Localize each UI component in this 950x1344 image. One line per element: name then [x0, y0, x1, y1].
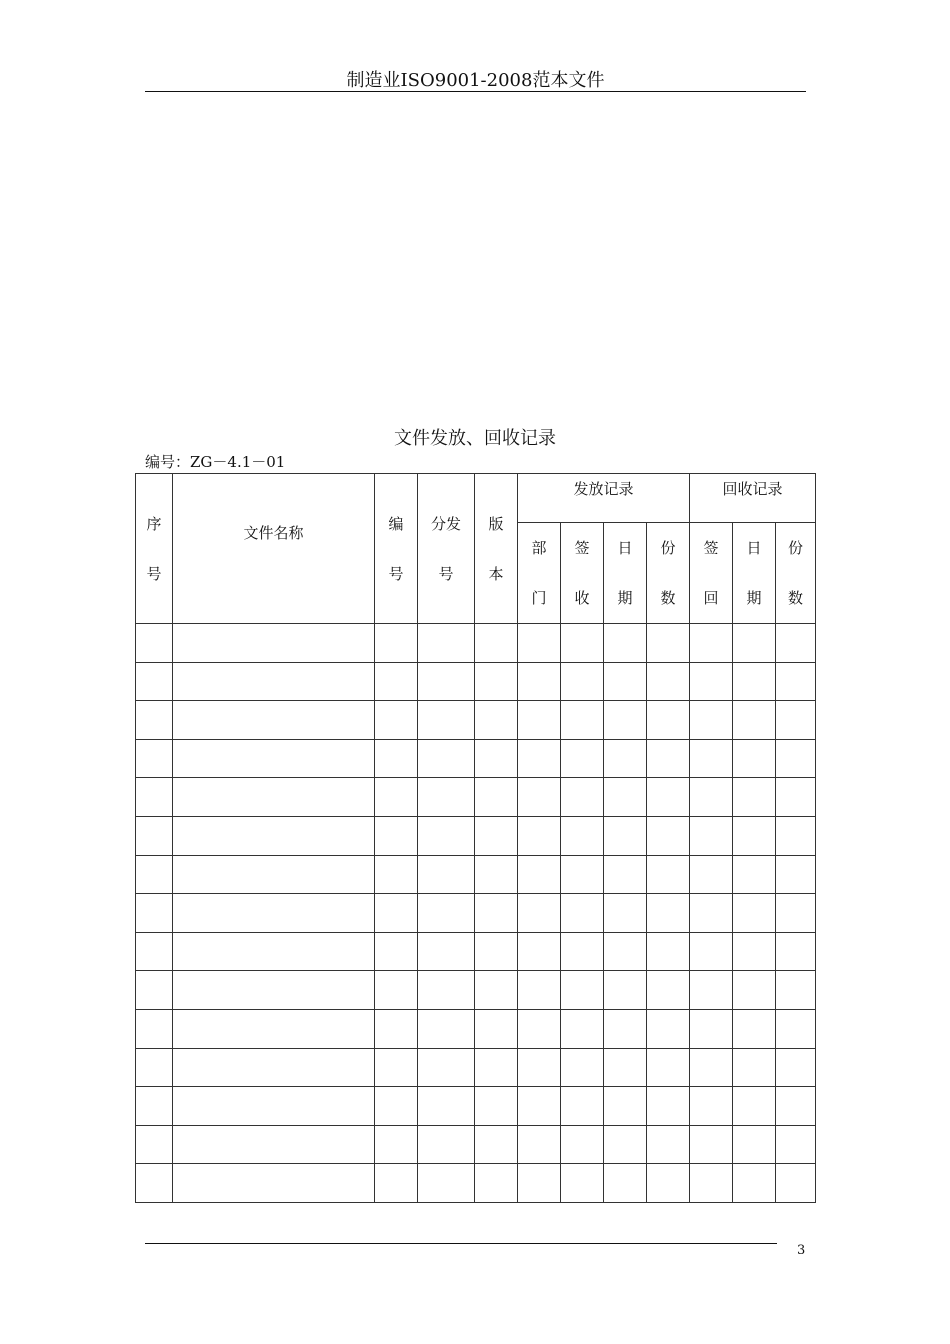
table-cell: [173, 1009, 375, 1048]
table-cell: [604, 701, 647, 740]
table-cell: [604, 816, 647, 855]
table-cell: [733, 932, 776, 971]
table-cell: [173, 816, 375, 855]
table-cell: [776, 816, 816, 855]
table-cell: [375, 1164, 418, 1203]
table-row: [136, 1048, 816, 1087]
table-cell: [173, 971, 375, 1010]
form-code: 编号：ZG－4.1－01: [145, 453, 286, 471]
table-cell: [776, 1087, 816, 1126]
table-cell: [518, 701, 561, 740]
table-cell: [375, 739, 418, 778]
form-title: 文件发放、回收记录: [394, 428, 556, 449]
table-cell: [173, 1125, 375, 1164]
table-cell: [518, 894, 561, 933]
table-cell: [136, 1125, 173, 1164]
table-cell: [776, 1164, 816, 1203]
table-cell: [173, 739, 375, 778]
table-cell: [733, 1009, 776, 1048]
table-cell: [690, 816, 733, 855]
table-cell: [375, 662, 418, 701]
table-cell: [776, 932, 816, 971]
table-cell: [733, 624, 776, 663]
table-cell: [475, 855, 518, 894]
table-cell: [733, 894, 776, 933]
header-return-sign: 签 回: [690, 523, 733, 624]
table-cell: [475, 662, 518, 701]
table-cell: [647, 701, 690, 740]
table-cell: [418, 1009, 475, 1048]
table-cell: [604, 1164, 647, 1203]
table-cell: [418, 932, 475, 971]
table-cell: [518, 739, 561, 778]
table-row: [136, 855, 816, 894]
table-cell: [518, 971, 561, 1010]
table-cell: [475, 739, 518, 778]
table-cell: [776, 894, 816, 933]
table-cell: [733, 701, 776, 740]
table-cell: [418, 1164, 475, 1203]
table-row: [136, 739, 816, 778]
table-cell: [375, 1125, 418, 1164]
blank-rows: [136, 624, 816, 1203]
footer-divider: [145, 1243, 777, 1244]
table-cell: [475, 932, 518, 971]
table-cell: [647, 894, 690, 933]
page-number: 3: [797, 1243, 806, 1258]
table-cell: [561, 971, 604, 1010]
table-cell: [561, 1009, 604, 1048]
table-cell: [136, 855, 173, 894]
table-cell: [518, 1009, 561, 1048]
table-cell: [475, 624, 518, 663]
table-cell: [375, 894, 418, 933]
table-cell: [690, 1048, 733, 1087]
table-cell: [136, 778, 173, 817]
table-cell: [136, 1087, 173, 1126]
table-cell: [733, 1048, 776, 1087]
table-cell: [136, 701, 173, 740]
table-cell: [375, 624, 418, 663]
table-cell: [375, 1048, 418, 1087]
table-cell: [518, 778, 561, 817]
table-cell: [776, 739, 816, 778]
table-cell: [776, 855, 816, 894]
table-cell: [561, 778, 604, 817]
table-cell: [518, 932, 561, 971]
table-cell: [518, 816, 561, 855]
header-issue-dept: 部 门: [518, 523, 561, 624]
table-cell: [690, 778, 733, 817]
table-cell: [561, 1087, 604, 1126]
table-cell: [518, 1125, 561, 1164]
table-cell: [136, 1009, 173, 1048]
table-row: [136, 1009, 816, 1048]
table-cell: [776, 624, 816, 663]
table-cell: [604, 662, 647, 701]
table-cell: [418, 816, 475, 855]
table-row: [136, 662, 816, 701]
table-cell: [173, 1164, 375, 1203]
table-cell: [475, 1087, 518, 1126]
table-cell: [604, 739, 647, 778]
table-cell: [418, 1048, 475, 1087]
table-row: [136, 971, 816, 1010]
table-cell: [173, 778, 375, 817]
header-version: 版 本: [475, 474, 518, 624]
table-cell: [418, 1125, 475, 1164]
table-cell: [173, 624, 375, 663]
table-cell: [375, 701, 418, 740]
table-cell: [475, 778, 518, 817]
table-cell: [561, 932, 604, 971]
table-cell: [647, 1009, 690, 1048]
header-issue-date: 日 期: [604, 523, 647, 624]
table-cell: [733, 1087, 776, 1126]
table-row: [136, 816, 816, 855]
table-cell: [418, 662, 475, 701]
table-cell: [518, 1164, 561, 1203]
table-cell: [647, 624, 690, 663]
table-cell: [733, 778, 776, 817]
table-cell: [690, 1125, 733, 1164]
table-cell: [776, 701, 816, 740]
table-cell: [647, 1125, 690, 1164]
table-cell: [647, 971, 690, 1010]
table-row: [136, 778, 816, 817]
table-cell: [604, 855, 647, 894]
table-cell: [690, 1009, 733, 1048]
table-cell: [561, 855, 604, 894]
table-row: [136, 701, 816, 740]
table-cell: [604, 932, 647, 971]
header-return-group: 回收记录: [690, 474, 816, 523]
table-row: [136, 894, 816, 933]
table-cell: [475, 1009, 518, 1048]
table-cell: [418, 739, 475, 778]
table-cell: [776, 971, 816, 1010]
table-cell: [776, 778, 816, 817]
table-cell: [136, 932, 173, 971]
header-issue-copies: 份 数: [647, 523, 690, 624]
table-cell: [604, 1125, 647, 1164]
page-header-title: 制造业ISO9001-2008范本文件: [346, 70, 605, 91]
table-cell: [136, 662, 173, 701]
table-cell: [647, 816, 690, 855]
table-cell: [418, 624, 475, 663]
header-return-date: 日 期: [733, 523, 776, 624]
table-cell: [173, 1048, 375, 1087]
table-cell: [561, 701, 604, 740]
table-cell: [733, 739, 776, 778]
table-cell: [647, 1164, 690, 1203]
table-cell: [561, 816, 604, 855]
header-divider: [145, 91, 806, 92]
table-cell: [561, 624, 604, 663]
table-cell: [475, 1164, 518, 1203]
table-cell: [518, 1087, 561, 1126]
table-cell: [173, 894, 375, 933]
table-cell: [690, 662, 733, 701]
table-cell: [136, 971, 173, 1010]
table-cell: [604, 1048, 647, 1087]
table-cell: [690, 701, 733, 740]
table-cell: [173, 1087, 375, 1126]
table-cell: [173, 662, 375, 701]
table-cell: [418, 855, 475, 894]
table-cell: [561, 1164, 604, 1203]
header-number: 编 号: [375, 474, 418, 624]
table-row: [136, 1087, 816, 1126]
table-cell: [647, 778, 690, 817]
table-cell: [561, 1125, 604, 1164]
table-cell: [776, 662, 816, 701]
table-cell: [647, 662, 690, 701]
table-cell: [518, 624, 561, 663]
table-cell: [690, 1164, 733, 1203]
header-seq: 序 号: [136, 474, 173, 624]
table-row: [136, 1125, 816, 1164]
table-cell: [604, 1087, 647, 1126]
table-cell: [647, 932, 690, 971]
table-cell: [475, 1125, 518, 1164]
table-cell: [647, 1048, 690, 1087]
table-cell: [136, 624, 173, 663]
table-row: [136, 1164, 816, 1203]
table-cell: [561, 894, 604, 933]
table-cell: [136, 894, 173, 933]
table-cell: [136, 816, 173, 855]
table-cell: [418, 701, 475, 740]
table-cell: [733, 1164, 776, 1203]
table-cell: [173, 932, 375, 971]
header-dist-number: 分发 号: [418, 474, 475, 624]
table-cell: [690, 971, 733, 1010]
table-cell: [418, 894, 475, 933]
table-cell: [375, 971, 418, 1010]
table-cell: [690, 894, 733, 933]
table-cell: [561, 739, 604, 778]
distribution-record-table: [135, 473, 816, 1203]
table-cell: [776, 1009, 816, 1048]
table-cell: [604, 624, 647, 663]
table-cell: [475, 816, 518, 855]
table-cell: [561, 662, 604, 701]
header-return-copies: 份 数: [776, 523, 816, 624]
header-issue-group: 发放记录: [518, 474, 690, 523]
header-issue-sign: 签 收: [561, 523, 604, 624]
table-cell: [733, 971, 776, 1010]
table-row: [136, 932, 816, 971]
table-cell: [733, 816, 776, 855]
table-cell: [136, 739, 173, 778]
table-cell: [418, 971, 475, 1010]
table-cell: [136, 1048, 173, 1087]
table-cell: [604, 894, 647, 933]
table-cell: [604, 1009, 647, 1048]
table-cell: [647, 855, 690, 894]
table-cell: [647, 1087, 690, 1126]
table-cell: [690, 1087, 733, 1126]
table-cell: [776, 1125, 816, 1164]
table-cell: [475, 894, 518, 933]
table-cell: [776, 1048, 816, 1087]
table-row: [136, 624, 816, 663]
table-cell: [375, 1087, 418, 1126]
table-cell: [561, 1048, 604, 1087]
table-cell: [733, 662, 776, 701]
table-cell: [475, 1048, 518, 1087]
table-cell: [375, 855, 418, 894]
table-cell: [475, 971, 518, 1010]
table-cell: [173, 855, 375, 894]
table-cell: [604, 778, 647, 817]
table-cell: [690, 932, 733, 971]
table-cell: [375, 816, 418, 855]
table-cell: [518, 662, 561, 701]
table-cell: [518, 855, 561, 894]
table-cell: [475, 701, 518, 740]
table-cell: [690, 739, 733, 778]
table-cell: [375, 932, 418, 971]
table-cell: [418, 778, 475, 817]
table-cell: [647, 739, 690, 778]
table-cell: [690, 855, 733, 894]
table-cell: [604, 971, 647, 1010]
table-cell: [733, 1125, 776, 1164]
table-cell: [173, 701, 375, 740]
table-cell: [518, 1048, 561, 1087]
header-file-name: 文件名称: [173, 474, 375, 624]
table-cell: [136, 1164, 173, 1203]
table-cell: [733, 855, 776, 894]
table-cell: [418, 1087, 475, 1126]
table-cell: [375, 1009, 418, 1048]
table-cell: [690, 624, 733, 663]
table-cell: [375, 778, 418, 817]
